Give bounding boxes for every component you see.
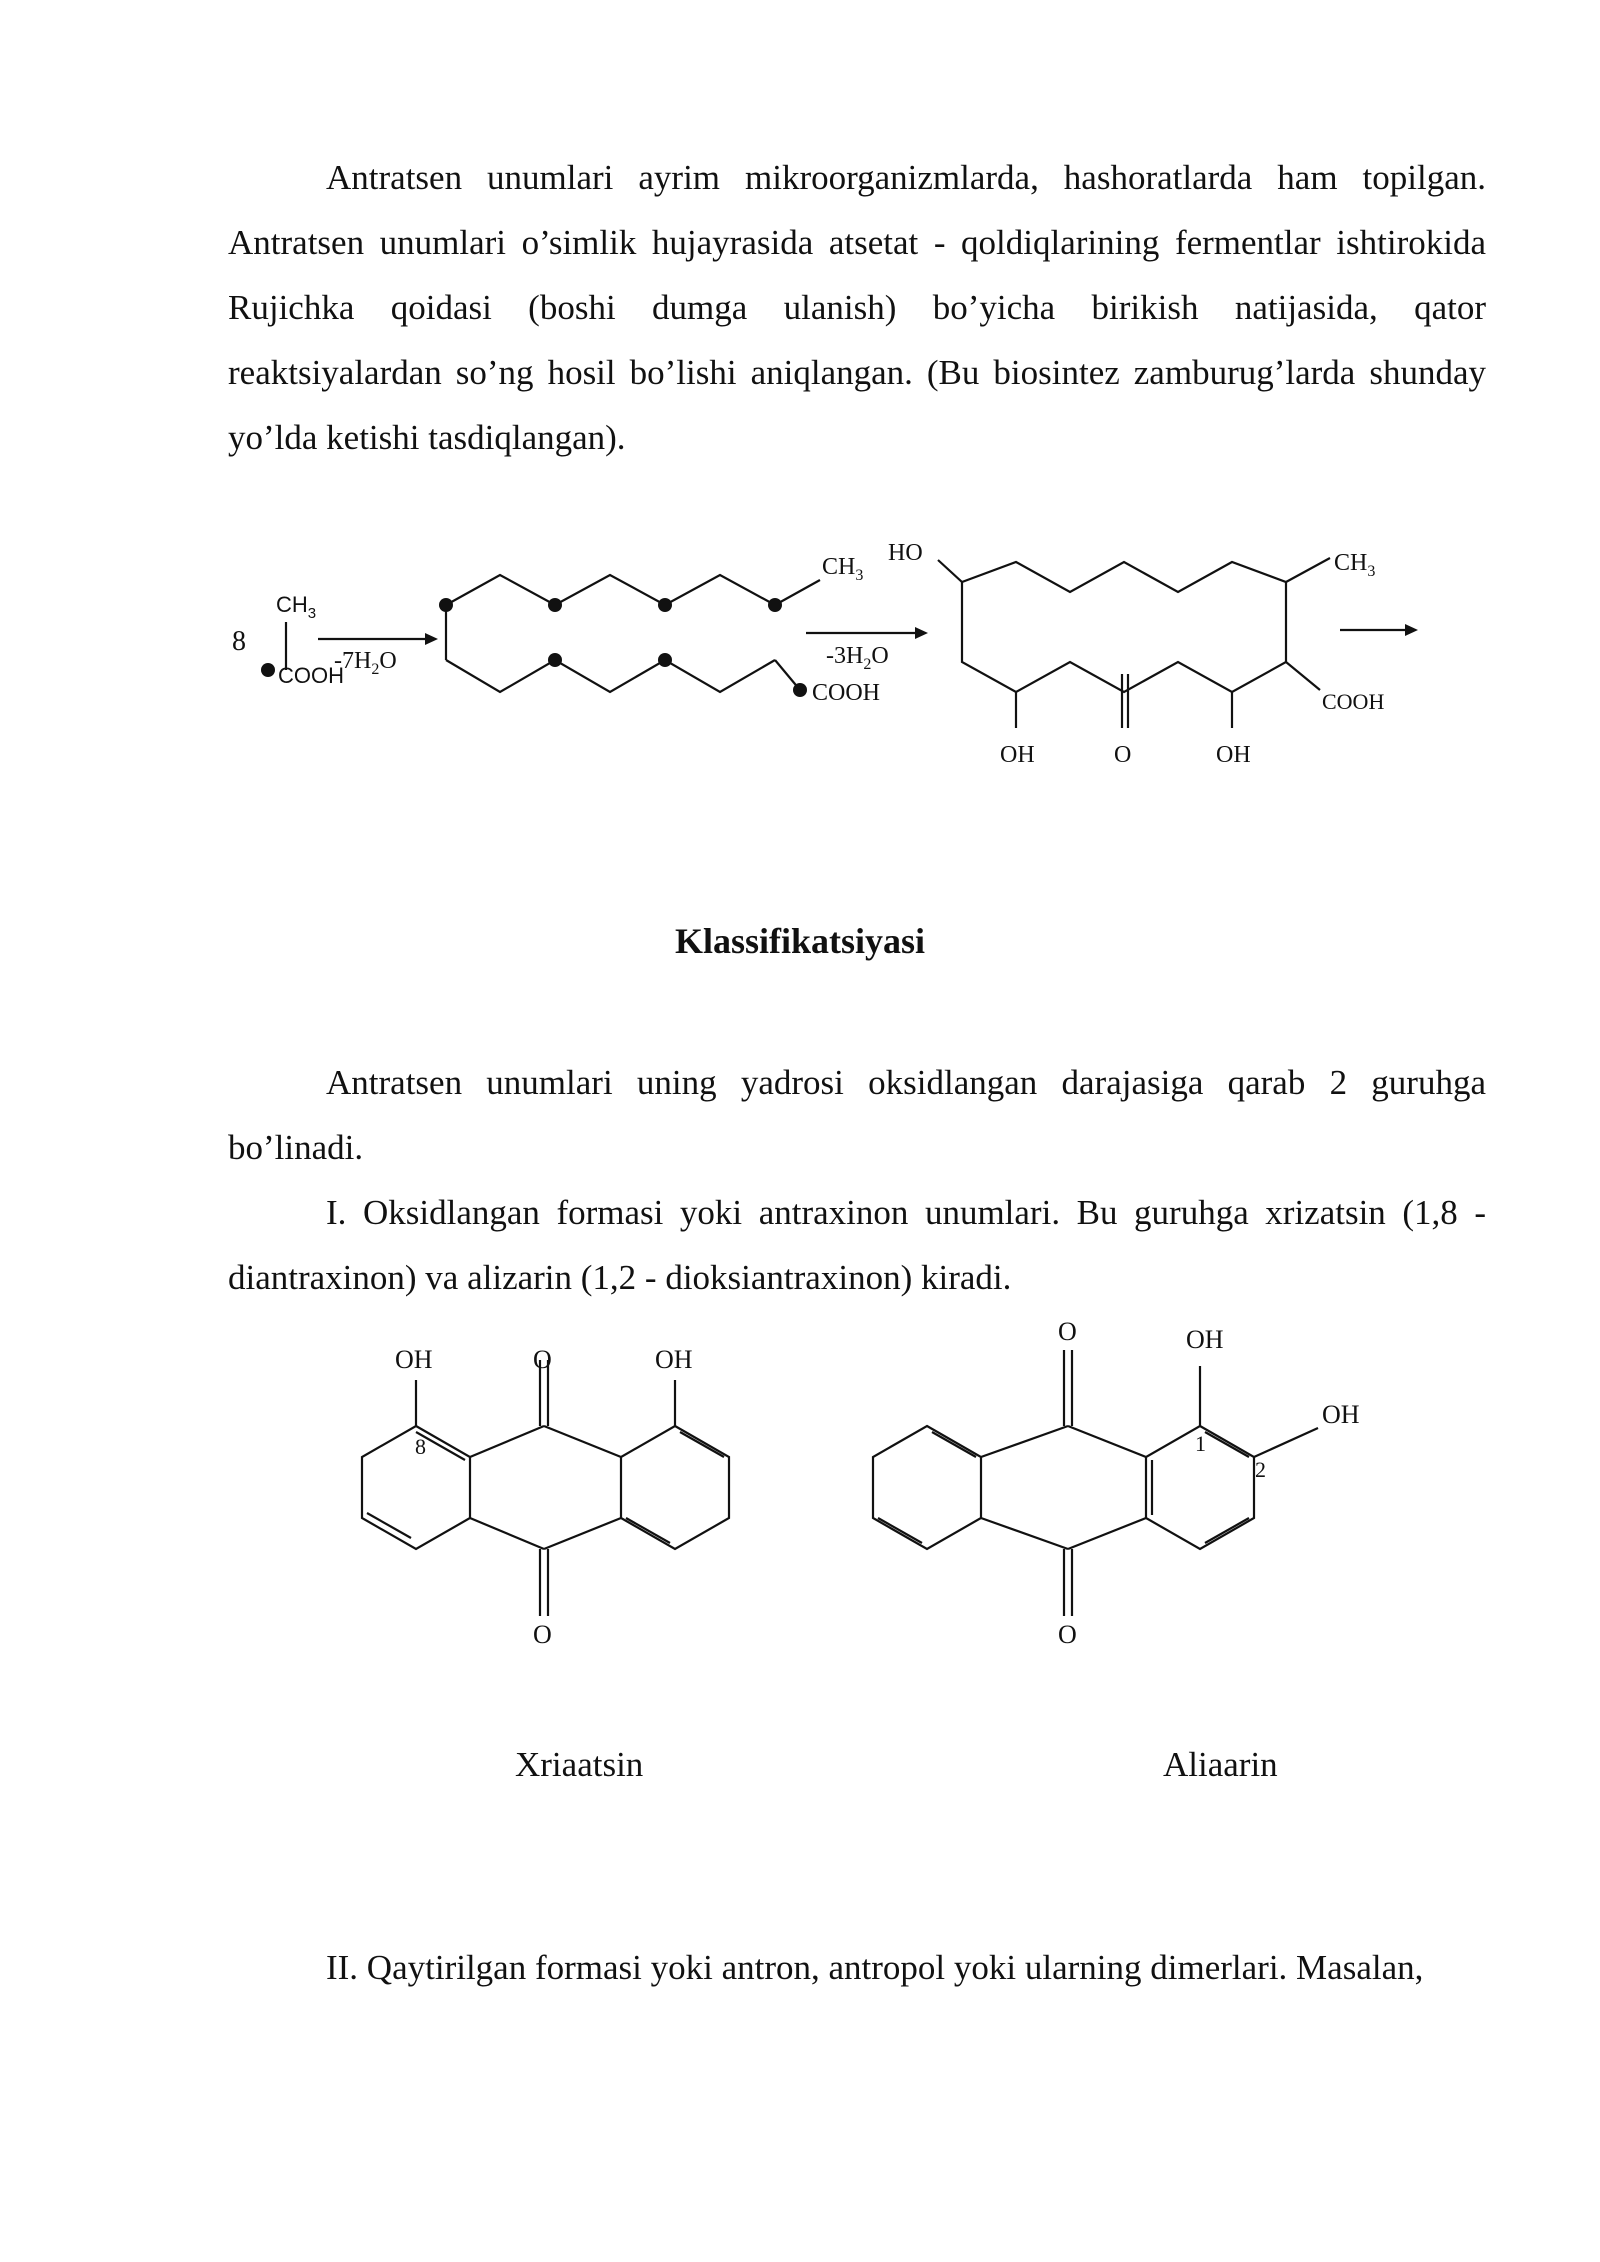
alizarin-oh-1: OH <box>1186 1325 1224 1354</box>
intro-paragraph: Antratsen unumlari ayrim mikroorganizmlarda, hashoratlarda ham topilgan. Antratsen unumlari o’simlik hujayrasida atsetat - qoldiqlarining fermentlar ishtirokida Rujichka qoidasi (boshi dumga ulanish) bo’yicha birikish natijasida, qator reaktsiyalardan so’ng hosil bo’lishi aniqlangan. (Bu biosintez zamburug’larda shunday yo’lda ketishi tasdiqlangan). <box>228 158 1486 457</box>
alizarin-position-2: 2 <box>1255 1457 1266 1482</box>
anthraquinone-structures <box>0 1317 1600 1650</box>
alizarin-caption: Aliaarin <box>1163 1745 1278 1784</box>
alizarin-o-bottom: O <box>1058 1620 1077 1649</box>
chrysazin-o-bottom: O <box>533 1620 552 1649</box>
chrysazin-caption: Xriaatsin <box>515 1745 644 1784</box>
alizarin-oh-2: OH <box>1322 1400 1360 1429</box>
acetate-count: 8 <box>232 626 246 657</box>
svg-text:CH3: $CH_3$ <box>276 592 317 622</box>
start-ch3: CH <box>276 592 308 617</box>
product-o: O <box>1114 742 1132 768</box>
chrysazin-o-top: O <box>533 1345 552 1374</box>
start-cooh: COOH <box>278 663 344 688</box>
chain-cooh: COOH <box>812 680 881 706</box>
chain-ch3: $CH_3$ <box>822 554 864 584</box>
product-ho: HO <box>888 540 923 566</box>
section-heading: Klassifikatsiyasi <box>674 921 926 961</box>
alizarin-o-top: O <box>1058 1317 1077 1346</box>
step1-label: $-7H_2O$ <box>334 648 397 678</box>
product-oh-right: OH <box>1216 742 1251 768</box>
chrysazin-oh-right: OH <box>655 1345 693 1374</box>
chrysazin-position-8: 8 <box>415 1434 426 1459</box>
chrysazin-oh-left: OH <box>395 1345 433 1374</box>
product-cooh: COOH <box>1322 689 1385 714</box>
alizarin-position-1: 1 <box>1195 1431 1206 1456</box>
group1-paragraph: I. Oksidlangan formasi yoki antraxinon unumlari. Bu guruhga xrizatsin (1,8 - diantraxinon) va alizarin (1,2 - dioksiantraxinon) kiradi. <box>228 1193 1486 1297</box>
biosynthesis-scheme <box>0 540 1600 800</box>
product-ch3: $CH_3$ <box>1334 550 1376 580</box>
classification-paragraph: Antratsen unumlari uning yadrosi oksidlangan darajasiga qarab 2 guruhga bo’linadi. <box>228 1063 1486 1167</box>
product-oh-left: OH <box>1000 742 1035 768</box>
group2-paragraph: II. Qaytirilgan formasi yoki antron, antropol yoki ularning dimerlari. Masalan, <box>326 1948 1424 1987</box>
step2-label: $-3H_2O$ <box>826 643 889 673</box>
